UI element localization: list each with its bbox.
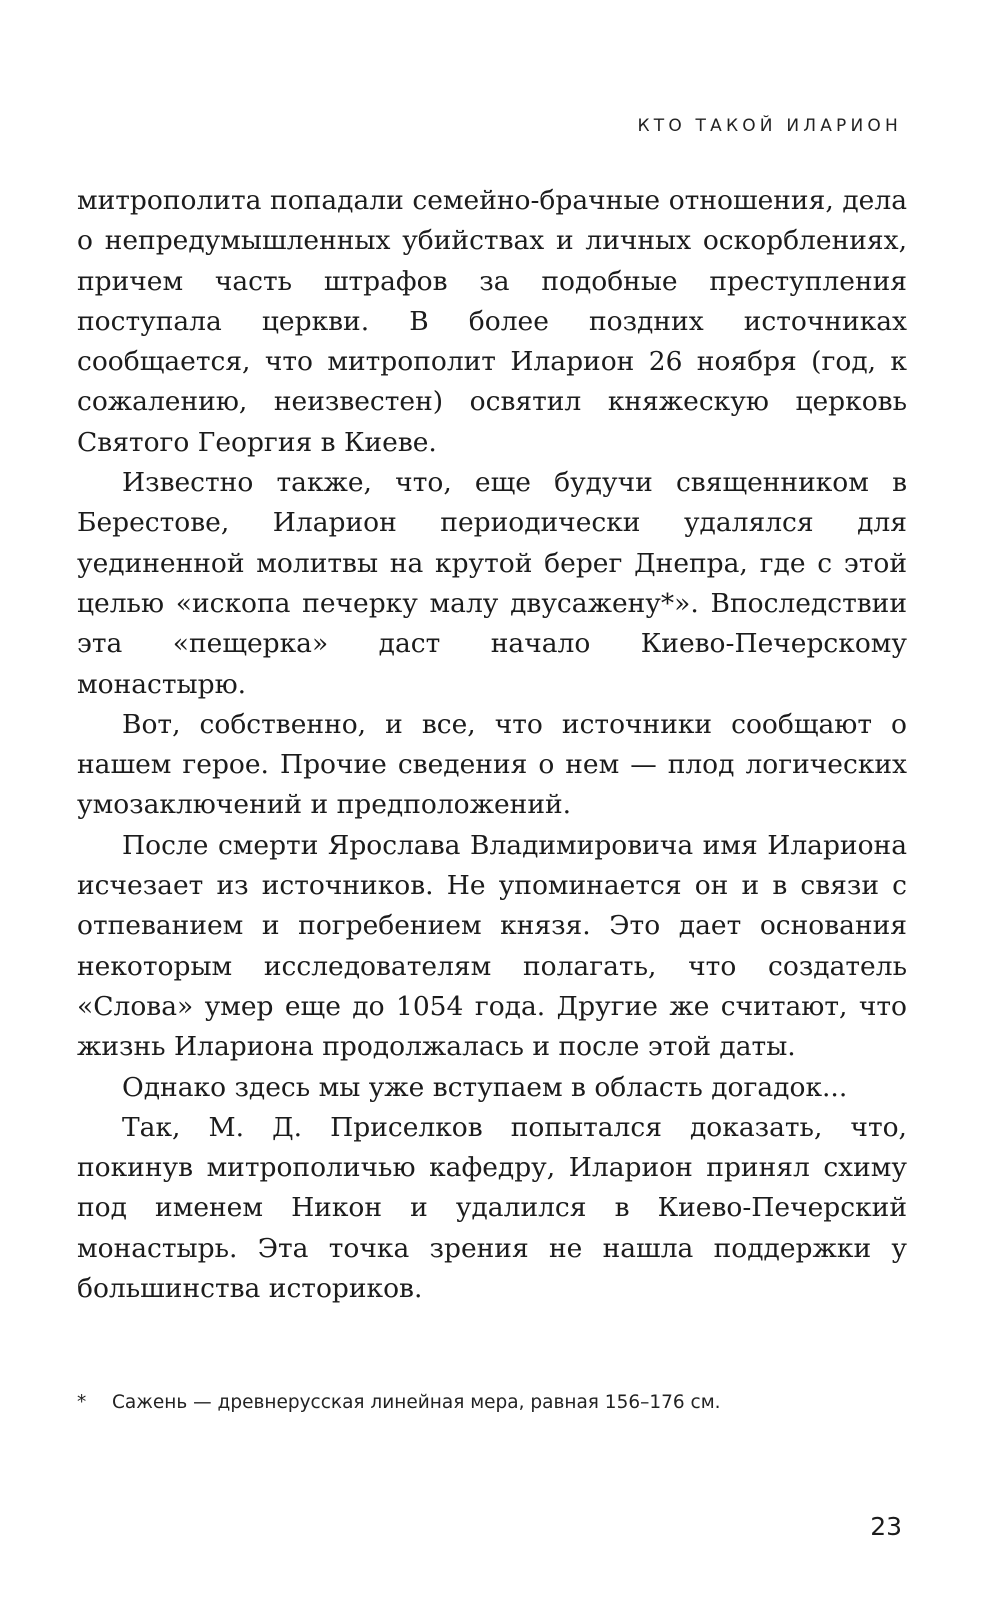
paragraph: После смерти Ярослава Владимировича имя Илариона исчезает из источников. Не упоминается он и в связи с отпеванием и погребением князя. Это дает основания некоторым исследователям полагать, что создатель «Слова» умер еще до 1054 года. Другие же считают, что жизнь Илариона продолжалась и после этой даты. <box>77 829 907 1063</box>
footnote <box>77 1392 907 1413</box>
paragraph-continuation: митрополита попадали семейно-брачные отношения, дела о непредумышленных убийствах и личных оскорблениях, причем часть штрафов за подобные преступления поступала церкви. В более поздних источниках сообщается, что митрополит Иларион 26 ноября (год, к сожалению, неизвестен) освятил княжескую церковь Святого Георгия в Киеве. <box>77 185 907 458</box>
paragraph: Вот, собственно, и все, что источники сообщают о нашем герое. Прочие сведения о нем — плод логических умозаключений и предположений. <box>77 708 907 821</box>
paragraph: Так, М. Д. Приселков попытался доказать, что, покинув митрополичью кафедру, Иларион принял схиму под именем Никон и удалился в Киево-Печерский монастырь. Эта точка зрения не нашла поддержки у большинства историков. <box>77 1111 907 1305</box>
paragraph: Известно также, что, еще будучи священником в Берестове, Иларион периодически удалялся для уединенной молитвы на крутой берег Днепра, где с этой целью «ископа печерку малу двусажену*». Впоследствии эта «пещерка» даст начало Киево-Печерскому монастырю. <box>77 467 907 700</box>
body-text <box>77 181 907 1309</box>
running-head: КТО ТАКОЙ ИЛАРИОН <box>637 116 902 136</box>
footnote-text: Сажень — древнерусская линейная мера, равная 156–176 см. <box>112 1392 721 1413</box>
paragraph: Однако здесь мы уже вступаем в область догадок... <box>122 1071 848 1103</box>
footnote-mark: * <box>77 1392 87 1413</box>
page-number: 23 <box>870 1512 902 1541</box>
